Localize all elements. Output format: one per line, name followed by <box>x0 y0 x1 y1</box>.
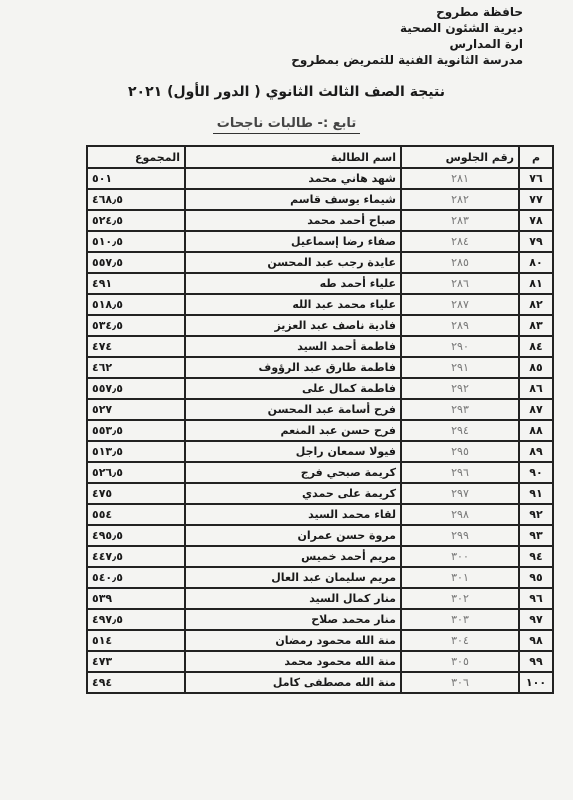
seat-number: ٢٨٧ <box>401 294 519 315</box>
student-name: كريمة على حمدي <box>185 483 401 504</box>
student-name: فرح أسامة عبد المحسن <box>185 399 401 420</box>
row-number: ٧٨ <box>519 210 553 231</box>
table-row <box>87 441 553 462</box>
seat-number: ٣٠٦ <box>401 672 519 693</box>
table-row <box>87 567 553 588</box>
seat-number: ٢٩١ <box>401 357 519 378</box>
table-row <box>87 189 553 210</box>
student-name: فاطمة طارق عبد الرؤوف <box>185 357 401 378</box>
row-number: ٩٢ <box>519 504 553 525</box>
seat-number: ٢٨٢ <box>401 189 519 210</box>
document-header <box>291 4 523 68</box>
student-name: فاطمة أحمد السيد <box>185 336 401 357</box>
table-row <box>87 294 553 315</box>
student-name: علياء محمد عبد الله <box>185 294 401 315</box>
seat-number: ٢٩٠ <box>401 336 519 357</box>
seat-number: ٢٩٤ <box>401 420 519 441</box>
seat-number: ٢٩٦ <box>401 462 519 483</box>
table-row <box>87 336 553 357</box>
seat-number: ٣٠٠ <box>401 546 519 567</box>
row-number: ٩٦ <box>519 588 553 609</box>
total-score: ٤٦٢ <box>87 357 185 378</box>
student-name: منة الله مصطفى كامل <box>185 672 401 693</box>
total-score: ٥١٠٫٥ <box>87 231 185 252</box>
total-score: ٤٩٤ <box>87 672 185 693</box>
total-score: ٥٤٠٫٥ <box>87 567 185 588</box>
table-row <box>87 609 553 630</box>
table-header-row <box>87 146 553 168</box>
table-row <box>87 651 553 672</box>
student-name: مريم أحمد خميس <box>185 546 401 567</box>
total-score: ٥١٣٫٥ <box>87 441 185 462</box>
table-row <box>87 462 553 483</box>
student-name: فيولا سمعان راجل <box>185 441 401 462</box>
total-score: ٤٧٥ <box>87 483 185 504</box>
total-score: ٥٥٤ <box>87 504 185 525</box>
table-row <box>87 525 553 546</box>
seat-number: ٢٩٢ <box>401 378 519 399</box>
seat-number: ٢٨٩ <box>401 315 519 336</box>
student-name: لقاء محمد السيد <box>185 504 401 525</box>
total-score: ٥١٨٫٥ <box>87 294 185 315</box>
student-name: منة الله محمود رمضان <box>185 630 401 651</box>
table-row <box>87 315 553 336</box>
row-number: ٨١ <box>519 273 553 294</box>
row-number: ٩١ <box>519 483 553 504</box>
total-score: ٥٠١ <box>87 168 185 189</box>
student-name: كريمة صبحي فرج <box>185 462 401 483</box>
results-body <box>87 168 553 693</box>
student-name: فرح حسن عبد المنعم <box>185 420 401 441</box>
table-row <box>87 252 553 273</box>
seat-number: ٢٩٨ <box>401 504 519 525</box>
seat-number: ٣٠١ <box>401 567 519 588</box>
total-score: ٥٥٧٫٥ <box>87 252 185 273</box>
table-row <box>87 588 553 609</box>
total-score: ٥٢٧ <box>87 399 185 420</box>
row-number: ٩٤ <box>519 546 553 567</box>
seat-number: ٢٩٣ <box>401 399 519 420</box>
total-score: ٤٩١ <box>87 273 185 294</box>
total-score: ٥٥٣٫٥ <box>87 420 185 441</box>
table-row <box>87 399 553 420</box>
seat-number: ٢٨١ <box>401 168 519 189</box>
directorate-line: ديرية الشئون الصحية <box>399 21 523 35</box>
student-name: فاطمة كمال على <box>185 378 401 399</box>
row-number: ٨٠ <box>519 252 553 273</box>
row-number: ٨٦ <box>519 378 553 399</box>
total-score: ٤٧٣ <box>87 651 185 672</box>
row-number: ٨٤ <box>519 336 553 357</box>
row-number: ٨٣ <box>519 315 553 336</box>
seat-number: ٣٠٢ <box>401 588 519 609</box>
student-name: فادية ناصف عبد العزيز <box>185 315 401 336</box>
document-subtitle: تابع :- طالبات ناجحات <box>213 116 360 134</box>
table-row <box>87 231 553 252</box>
row-number: ٨٢ <box>519 294 553 315</box>
seat-number: ٢٩٩ <box>401 525 519 546</box>
column-header-name: اسم الطالبة <box>185 146 401 168</box>
table-row <box>87 357 553 378</box>
total-score: ٥٥٧٫٥ <box>87 378 185 399</box>
seat-number: ٣٠٤ <box>401 630 519 651</box>
total-score: ٥٢٦٫٥ <box>87 462 185 483</box>
table-row <box>87 378 553 399</box>
student-name: منة الله محمود محمد <box>185 651 401 672</box>
column-header-seat: رقم الجلوس <box>401 146 519 168</box>
student-name: علياء أحمد طه <box>185 273 401 294</box>
total-score: ٤٦٨٫٥ <box>87 189 185 210</box>
table-row <box>87 546 553 567</box>
student-name: عايدة رجب عبد المحسن <box>185 252 401 273</box>
total-score: ٤٤٧٫٥ <box>87 546 185 567</box>
seat-number: ٢٨٤ <box>401 231 519 252</box>
total-score: ٥٢٤٫٥ <box>87 210 185 231</box>
total-score: ٥١٤ <box>87 630 185 651</box>
total-score: ٤٧٤ <box>87 336 185 357</box>
row-number: ٨٨ <box>519 420 553 441</box>
row-number: ٧٧ <box>519 189 553 210</box>
document-title: نتيجة الصف الثالث الثانوي ( الدور الأول) ٢٠٢١ <box>128 84 445 100</box>
student-name: مروة حسن عمران <box>185 525 401 546</box>
row-number: ٧٩ <box>519 231 553 252</box>
total-score: ٤٩٧٫٥ <box>87 609 185 630</box>
row-number: ١٠٠ <box>519 672 553 693</box>
total-score: ٥٣٩ <box>87 588 185 609</box>
row-number: ٩٣ <box>519 525 553 546</box>
table-row <box>87 210 553 231</box>
table-row <box>87 420 553 441</box>
student-name: شهد هاني محمد <box>185 168 401 189</box>
row-number: ٨٥ <box>519 357 553 378</box>
row-number: ٨٩ <box>519 441 553 462</box>
student-name: منار كمال السيد <box>185 588 401 609</box>
table-row <box>87 504 553 525</box>
seat-number: ٣٠٣ <box>401 609 519 630</box>
table-row <box>87 483 553 504</box>
student-name: منار محمد صلاح <box>185 609 401 630</box>
row-number: ٨٧ <box>519 399 553 420</box>
total-score: ٤٩٥٫٥ <box>87 525 185 546</box>
row-number: ٩٧ <box>519 609 553 630</box>
total-score: ٥٣٤٫٥ <box>87 315 185 336</box>
student-name: مريم سليمان عبد العال <box>185 567 401 588</box>
schools-admin-line: ارة المدارس <box>449 37 523 51</box>
row-number: ٩٨ <box>519 630 553 651</box>
row-number: ٩٠ <box>519 462 553 483</box>
seat-number: ٢٨٥ <box>401 252 519 273</box>
school-name-line: مدرسة الثانوية الفنية للتمريض بمطروح <box>291 53 523 67</box>
table-row <box>87 168 553 189</box>
seat-number: ٢٩٥ <box>401 441 519 462</box>
seat-number: ٣٠٥ <box>401 651 519 672</box>
student-name: صفاء رضا إسماعيل <box>185 231 401 252</box>
column-header-total: المجموع <box>87 146 185 168</box>
results-table <box>86 145 554 694</box>
student-name: شيماء يوسف قاسم <box>185 189 401 210</box>
table-row <box>87 672 553 693</box>
seat-number: ٢٨٦ <box>401 273 519 294</box>
subtitle-wrap <box>0 112 573 131</box>
column-header-num: م <box>519 146 553 168</box>
table-row <box>87 273 553 294</box>
row-number: ٩٩ <box>519 651 553 672</box>
student-name: صباح أحمد محمد <box>185 210 401 231</box>
row-number: ٩٥ <box>519 567 553 588</box>
row-number: ٧٦ <box>519 168 553 189</box>
governorate-line: حافظة مطروح <box>436 5 523 19</box>
seat-number: ٢٨٣ <box>401 210 519 231</box>
table-row <box>87 630 553 651</box>
seat-number: ٢٩٧ <box>401 483 519 504</box>
